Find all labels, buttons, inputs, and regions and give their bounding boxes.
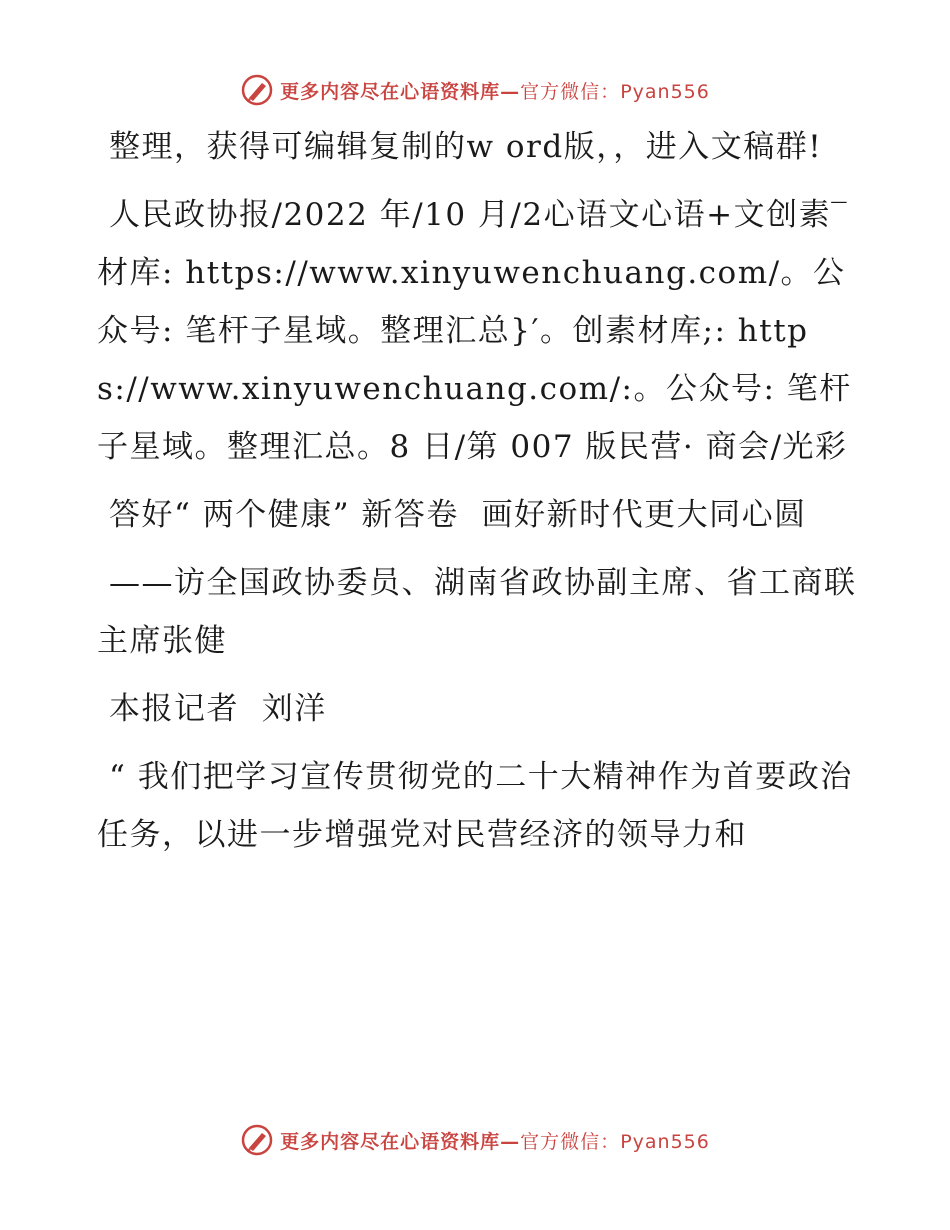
footer-banner bbox=[0, 1120, 950, 1160]
banner-wechat-label: 官方微信： bbox=[520, 1130, 621, 1153]
article-body-paragraph: “ 我们把学习宣传贯彻党的二十大精神作为首要政治任务，以进一步增强党对民营经济的领导力和 bbox=[97, 759, 853, 853]
header-banner bbox=[0, 70, 950, 110]
banner-wechat-id: Pyan556 bbox=[620, 80, 710, 103]
document-body bbox=[97, 118, 857, 874]
paragraph-source: 人民政协报/2022 年/10 月/2心语文心语+文创素‾材库: https://www.xinyuwenchuang.com/。公众号: 笔杆子星域。整理汇总}′。创素材库;: https://www.xinyuwenchuang.com/:。公众号: 笔杆子星域。整理汇总。8 日/第 007 版民营· 商会/光彩 bbox=[97, 197, 852, 465]
pen-logo-icon bbox=[240, 1123, 274, 1157]
banner-wechat-label: 官方微信： bbox=[520, 80, 621, 103]
pen-logo-icon bbox=[240, 73, 274, 107]
banner-site: 更多内容尽在心语资料库 bbox=[280, 80, 501, 103]
article-subtitle: ——访全国政协委员、湖南省政协副主席、省工商联主席张健 bbox=[97, 565, 857, 659]
banner-dash: — bbox=[500, 80, 521, 103]
article-byline: 本报记者 刘洋 bbox=[109, 691, 327, 727]
banner-text bbox=[280, 1127, 710, 1154]
banner-wechat-id: Pyan556 bbox=[620, 1130, 710, 1153]
article-title: 答好“ 两个健康” 新答卷 画好新时代更大同心圆 bbox=[109, 497, 807, 533]
banner-dash: — bbox=[500, 1130, 521, 1153]
banner-text bbox=[280, 77, 710, 104]
banner-site: 更多内容尽在心语资料库 bbox=[280, 1130, 501, 1153]
paragraph-intro: 整理，获得可编辑复制的w ord版，，进入文稿群! bbox=[109, 129, 823, 165]
